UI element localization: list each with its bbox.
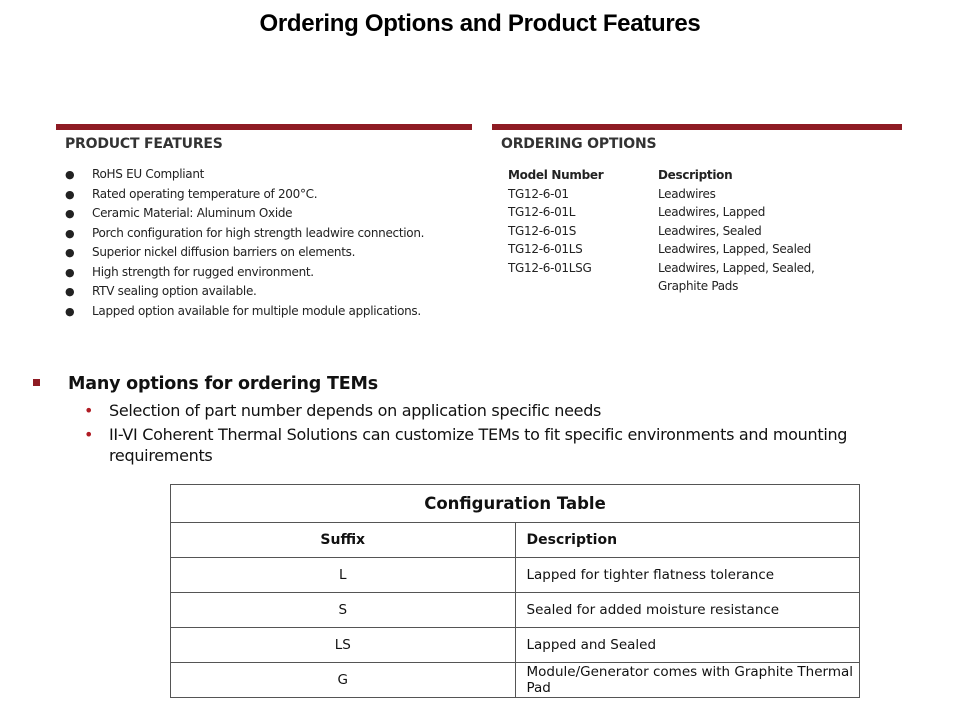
- list-item: [56, 185, 462, 205]
- model-description: Leadwires, Lapped: [658, 205, 766, 219]
- suffix-cell: G: [171, 663, 516, 698]
- table-row: [171, 628, 860, 663]
- model-number: TG12-6-01LSG: [508, 260, 592, 275]
- table-title-row: [171, 485, 860, 523]
- product-features-panel: [56, 124, 472, 354]
- suffix-header: Suffix: [171, 523, 516, 558]
- model-number: TG12-6-01: [508, 186, 569, 201]
- model-description: Leadwires: [658, 186, 716, 201]
- model-description: Graphite Pads: [658, 279, 739, 293]
- list-item: [30, 424, 910, 466]
- model-number: TG12-6-01S: [508, 223, 577, 238]
- panel-accent-bar: [56, 124, 472, 130]
- feature-text: Ceramic Material: Aluminum Oxide: [92, 206, 293, 220]
- model-description: Leadwires, Sealed: [658, 223, 762, 238]
- bullet-icon: •: [84, 401, 94, 420]
- table-title: Configuration Table: [171, 485, 860, 523]
- bullet-icon: •: [84, 425, 94, 444]
- model-description: Leadwires, Lapped, Sealed: [658, 242, 812, 256]
- feature-text: Rated operating temperature of 200°C.: [92, 186, 318, 201]
- ordering-grid: [492, 166, 902, 316]
- bullet-icon: ●: [65, 187, 75, 201]
- model-number: TG12-6-01L: [508, 205, 576, 219]
- features-list: [56, 165, 472, 321]
- configuration-table: [170, 484, 860, 698]
- feature-text: RTV sealing option available.: [92, 284, 257, 298]
- list-item: [56, 224, 462, 244]
- table-row: [171, 663, 860, 698]
- bullet-icon: ●: [65, 265, 75, 279]
- description-header: Description: [515, 523, 860, 558]
- bullet-icon: ●: [65, 207, 75, 220]
- description-cell: Lapped for tighter flatness tolerance: [515, 558, 860, 593]
- model-number-column: [508, 166, 603, 277]
- list-item: [56, 263, 462, 283]
- description-cell: Sealed for added moisture resistance: [515, 593, 860, 628]
- panel-accent-bar: [492, 124, 902, 130]
- bullet-icon: ●: [65, 285, 75, 298]
- sub-bullet-list: [30, 400, 910, 466]
- list-item: [56, 204, 462, 224]
- table-row: [171, 558, 860, 593]
- list-item: [56, 302, 462, 322]
- description-header: Description: [658, 168, 733, 182]
- feature-text: High strength for rugged environment.: [92, 264, 314, 279]
- feature-text: Porch configuration for high strength leadwire connection.: [92, 225, 425, 240]
- bullet-icon: ●: [65, 246, 75, 259]
- suffix-cell: L: [171, 558, 516, 593]
- model-number: TG12-6-01LS: [508, 242, 583, 256]
- ordering-options-heading: ORDERING OPTIONS: [501, 136, 657, 152]
- table-header-row: [171, 523, 860, 558]
- list-item: [30, 400, 910, 421]
- feature-text: RoHS EU Compliant: [92, 167, 205, 181]
- product-features-heading: PRODUCT FEATURES: [65, 136, 223, 152]
- table-row: [171, 593, 860, 628]
- feature-text: Superior nickel diffusion barriers on elements.: [92, 245, 356, 259]
- bullet-level1: [30, 372, 910, 396]
- sub-bullet-text: II-VI Coherent Thermal Solutions can customize TEMs to fit specific environments and mounting requirements: [109, 425, 848, 465]
- square-bullet-icon: [33, 379, 40, 386]
- sub-bullet-text: Selection of part number depends on application specific needs: [109, 401, 602, 420]
- suffix-cell: LS: [171, 628, 516, 663]
- model-number-header: Model Number: [508, 168, 604, 182]
- bullet-icon: ●: [65, 304, 75, 318]
- description-column: [658, 166, 815, 296]
- main-bullets: [30, 372, 910, 469]
- list-item: [56, 243, 462, 263]
- model-description: Leadwires, Lapped, Sealed,: [658, 260, 815, 275]
- bullet-icon: ●: [65, 226, 75, 240]
- page-title: Ordering Options and Product Features: [259, 10, 701, 37]
- bullet-icon: ●: [65, 168, 75, 181]
- description-cell: Module/Generator comes with Graphite Thermal Pad: [515, 663, 860, 698]
- list-item: [56, 165, 462, 185]
- ordering-options-panel: [492, 124, 902, 354]
- feature-text: Lapped option available for multiple module applications.: [92, 303, 421, 318]
- bullet-main-text: Many options for ordering TEMs: [68, 374, 378, 394]
- description-cell: Lapped and Sealed: [515, 628, 860, 663]
- list-item: [56, 282, 462, 302]
- suffix-cell: S: [171, 593, 516, 628]
